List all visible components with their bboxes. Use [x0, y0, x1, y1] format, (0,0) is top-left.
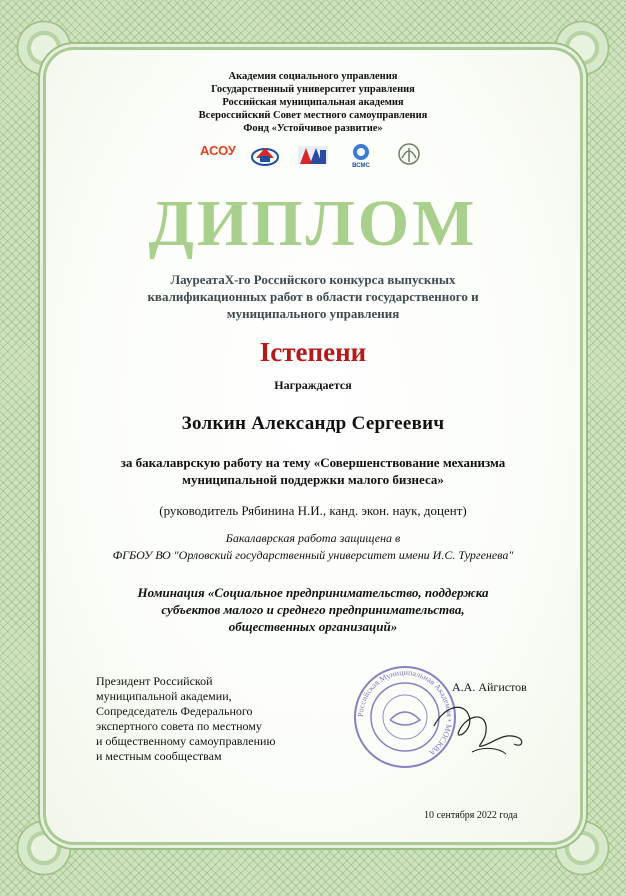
diploma-title: ДИПЛОМ [148, 187, 478, 260]
recipient-name: Золкин Александр Сергеевич [181, 413, 445, 434]
seal-text: Российская Муниципальная Академия • МОСКВА [355, 667, 455, 758]
logo-row [200, 140, 426, 170]
nomination-line: общественных организаций» [228, 619, 398, 634]
diploma-date: 10 сентября 2022 года [424, 810, 518, 821]
defended-line: Бакалаврская работа защищена в [225, 531, 401, 545]
thesis-line: за бакалаврскую работу на тему «Совершенствование механизма [120, 455, 506, 470]
asou-logo-icon [200, 142, 237, 168]
foundation-logo-icon [392, 142, 426, 168]
defended-text [46, 530, 580, 564]
laureate-line: муниципального управления [226, 306, 400, 321]
president-line: и общественному самоуправлению [96, 734, 276, 748]
vsms-logo-text: ВСМС [352, 163, 370, 168]
laureate-text [96, 271, 530, 322]
organization-line: Фонд «Устойчивое развитие» [243, 123, 383, 134]
nomination-line: субъектов малого и среднего предпринимательства, [161, 602, 465, 617]
asou-logo-text: АСОУ [200, 143, 237, 158]
vsms-logo-icon [344, 142, 378, 168]
nomination-line: Номинация «Социальное предпринимательство, поддержка [137, 585, 489, 600]
rma-logo-icon [296, 142, 330, 168]
president-line: муниципальной академии, [96, 689, 232, 703]
nomination-text [90, 584, 536, 635]
organization-line: Академия социального управления [228, 71, 398, 82]
president-line: Сопредседатель Федерального [96, 704, 253, 718]
thesis-line: муниципальной поддержки малого бизнеса» [182, 472, 444, 487]
laureate-line: ЛауреатаX-го Российского конкурса выпускных [170, 272, 456, 287]
defended-line: ФГБОУ ВО "Орловский государственный университет имени И.С. Тургенева" [112, 548, 514, 562]
signature-icon [424, 686, 534, 762]
president-line: Президент Российской [96, 674, 213, 688]
organizations-list [46, 70, 580, 135]
organization-line: Всероссийский Совет местного самоуправления [198, 110, 428, 121]
thesis-text [80, 454, 546, 488]
president-line: и местным сообществам [96, 749, 222, 763]
advisor-text: (руководитель Рябинина Н.И., канд. экон. наук, доцент) [159, 503, 467, 518]
organization-line: Государственный университет управления [211, 84, 415, 95]
laureate-line: квалификационных работ в области государственного и [147, 289, 479, 304]
awarded-label: Награждается [274, 378, 352, 392]
signer-name: А.А. Айгистов [452, 680, 527, 694]
president-line: экспертного совета по местному [96, 719, 262, 733]
guu-logo-icon [248, 142, 282, 168]
organization-line: Российская муниципальная академия [222, 97, 404, 108]
degree-label: Iстепени [259, 337, 367, 367]
president-title [96, 674, 336, 764]
